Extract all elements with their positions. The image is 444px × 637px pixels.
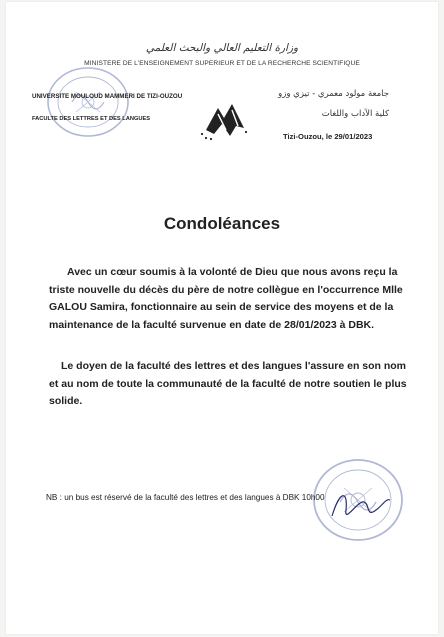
note-line	[46, 493, 325, 502]
official-stamp-icon	[42, 62, 134, 142]
date-line: Tizi-Ouzou, le 29/01/2023	[283, 132, 373, 141]
page-title: Condoléances	[163, 214, 281, 233]
university-name-french: UNIVERSITE MOULOUD MAMMERI DE TIZI-OUZOU	[32, 93, 183, 100]
faculty-name-arabic: كلية الآداب واللغات	[321, 109, 389, 119]
document-page	[6, 2, 438, 634]
university-logo-icon	[196, 100, 254, 142]
signature-icon	[326, 480, 396, 530]
note-label: NB	[46, 493, 58, 502]
faculty-name-french: FACULTE DES LETTRES ET DES LANGUES	[32, 116, 151, 122]
paragraph-dean-support: Le doyen de la faculté des lettres et des langues l'assure en son nom et au nom de toute la communauté de la faculté de notre soutien le plus solide.	[49, 360, 407, 407]
ministry-name-arabic: وزارة التعليم العالي والبحث العلمي	[145, 42, 299, 54]
note-text: : un bus est réservé de la faculté des lettres et des langues à DBK 10h00	[57, 493, 325, 502]
paragraph-condolence-announcement: Avec un cœur soumis à la volonté de Dieu que nous avons reçu la triste nouvelle du décès du père de notre collègue en l'occurrence Mlle GALOU Samira, fonctionnaire au sein de service des moyens et de la maintenance de la faculté survenue en date de 28/01/2023 à DBK.	[49, 266, 403, 331]
university-name-arabic: جامعة مولود معمري - تيزي وزو	[278, 89, 389, 99]
ministry-name-french: MINISTERE DE L'ENSEIGNEMENT SUPERIEUR ET DE LA RECHERCHE SCIENTIFIQUE	[84, 60, 360, 67]
